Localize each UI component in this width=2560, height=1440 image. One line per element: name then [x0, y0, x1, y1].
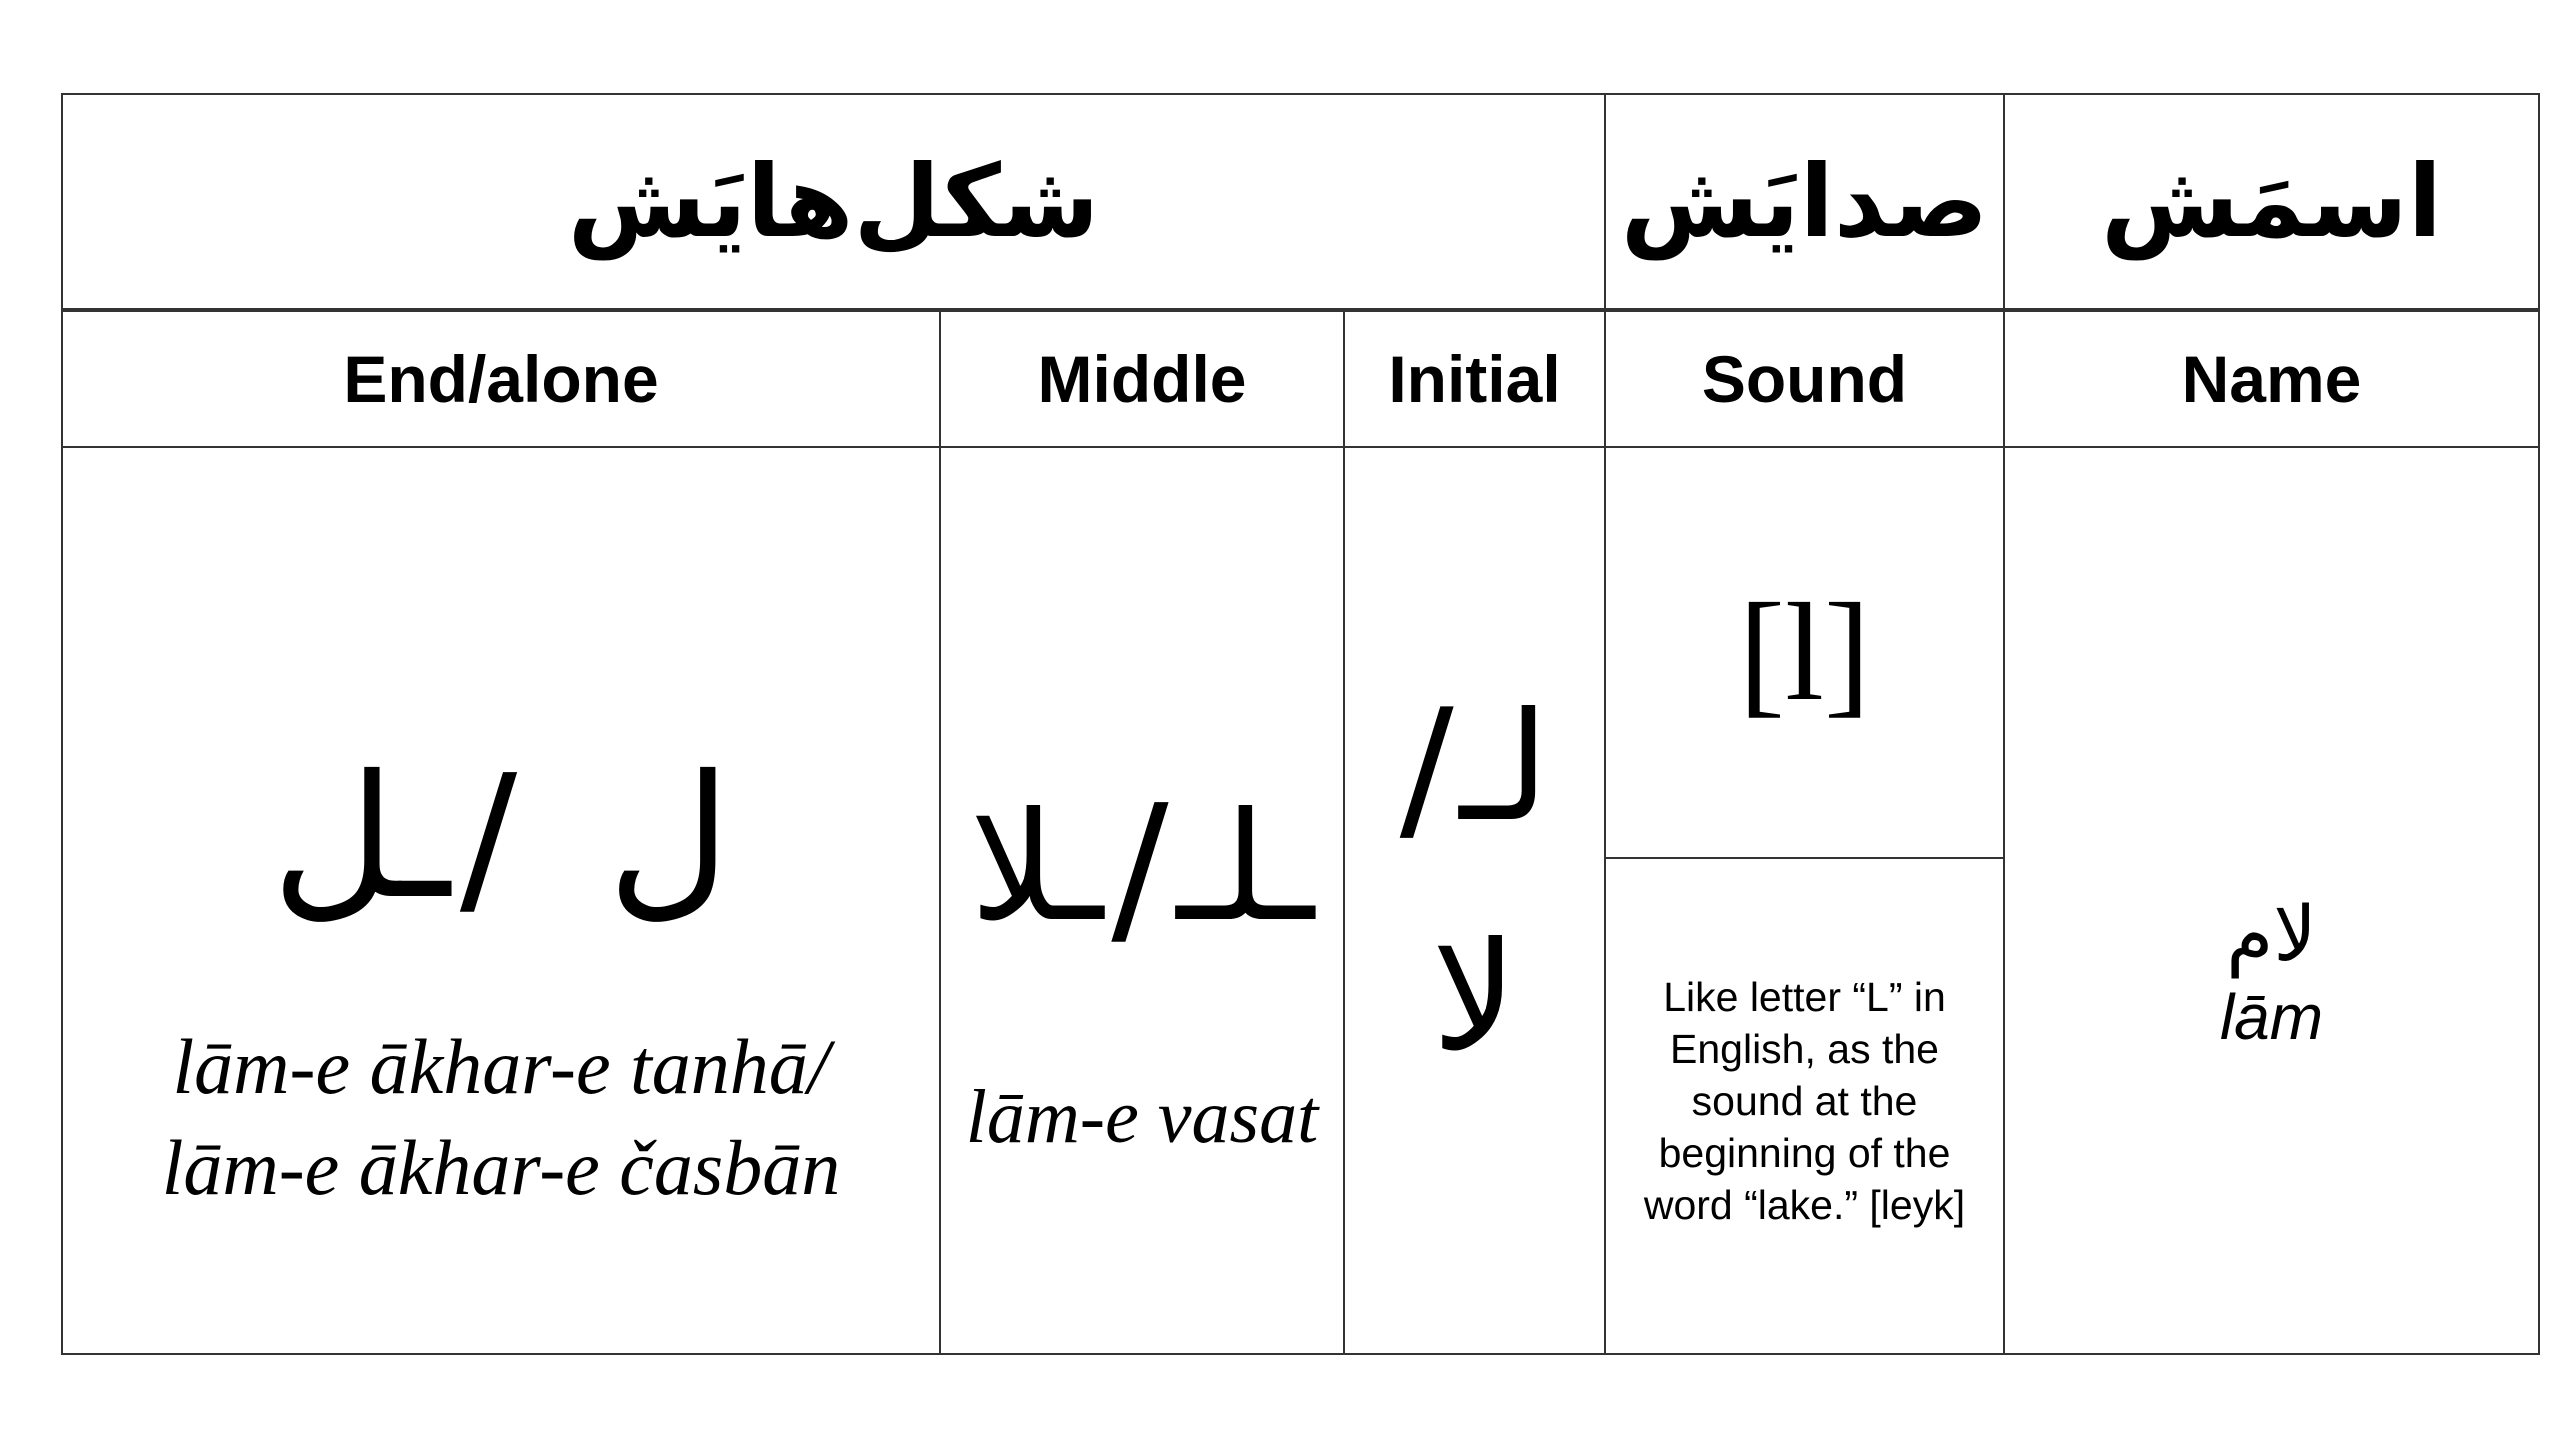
initial-glyph-b: لا: [1431, 911, 1518, 1085]
end-isolated-glyph: ل: [607, 739, 731, 937]
middle-glyph-b: ـلا: [969, 781, 1104, 955]
middle-slash: /: [1111, 769, 1169, 967]
header-middle: Middle: [1037, 342, 1247, 416]
sound-description-cell: [1606, 859, 2003, 1353]
initial-glyph-a: لـ: [1459, 681, 1550, 855]
header-middle-cell: [941, 312, 1343, 446]
name-stack: [2005, 888, 2538, 1056]
sound-ipa-cell: [1606, 448, 2003, 857]
middle-glyph-a: ـلـ: [1176, 781, 1315, 955]
initial-cell: [1345, 448, 1604, 1353]
middle-cell: [941, 448, 1343, 1353]
end-slash: /: [459, 739, 518, 937]
end-alone-cell: [63, 448, 939, 1353]
name-latin: lām: [2219, 981, 2324, 1054]
header-initial: Initial: [1388, 342, 1561, 416]
alphabet-table: [61, 93, 2540, 1355]
initial-bottom: [1345, 911, 1604, 1085]
header-initial-cell: [1345, 312, 1604, 446]
header-sound: Sound: [1701, 342, 1908, 416]
end-alone-glyphs: [63, 738, 939, 938]
header-end-alone: End/alone: [343, 342, 659, 416]
header-end-alone-cell: [63, 312, 939, 446]
middle-translit: lām-e vasat: [965, 1075, 1319, 1159]
header-name-cell: [2005, 312, 2538, 446]
middle-glyphs: [941, 768, 1343, 968]
end-connected-glyph: ـل: [271, 739, 450, 937]
header-forms-cell: [63, 95, 1604, 308]
header-name-farsi-cell: [2005, 95, 2538, 308]
sound-description: Like letter “L” in English, as the sound at the beginning of the word “lake.” [leyk]: [1643, 973, 1966, 1229]
middle-translit-wrap: [941, 1068, 1343, 1167]
header-name: Name: [2181, 342, 2362, 416]
sound-ipa: [l]: [1738, 575, 1871, 730]
end-translit-line1: lām-e ākhar-e tanhā/: [172, 1023, 830, 1110]
end-alone-translit: [63, 1016, 939, 1219]
name-cell: [2005, 448, 2538, 1353]
end-translit-line2: lām-e ākhar-e časbān: [161, 1124, 841, 1212]
header-sound-cell: [1606, 312, 2003, 446]
header-sound-farsi: صدایَش: [1620, 142, 1989, 260]
header-name-farsi: اسمَش: [2100, 142, 2442, 260]
header-forms-farsi: شکل‌هایَش: [567, 142, 1100, 260]
initial-top: [1345, 674, 1604, 861]
initial-slash: /: [1399, 674, 1454, 861]
name-farsi: لام: [2226, 889, 2317, 978]
header-sound-farsi-cell: [1606, 95, 2003, 308]
